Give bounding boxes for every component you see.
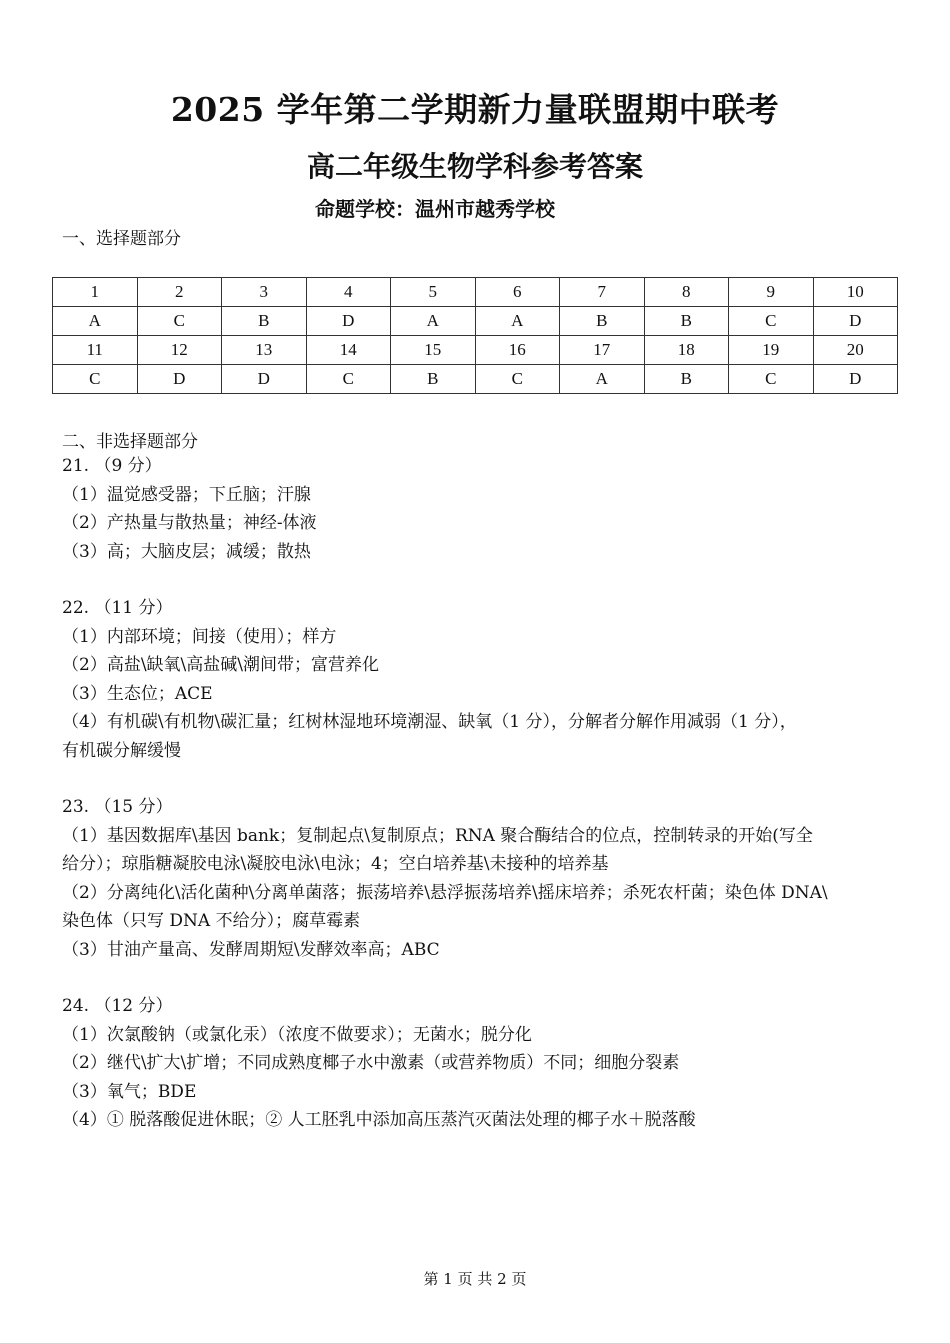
- answer-cell: C: [137, 307, 222, 336]
- answer-cell: B: [560, 307, 645, 336]
- question-number-cell: 2: [137, 278, 222, 307]
- answer-line: （1）基因数据库\基因 bank；复制起点\复制原点；RNA 聚合酶结合的位点，控制转录的开始(写全: [62, 825, 813, 846]
- table-row-answers: [53, 365, 898, 394]
- question-21: [62, 452, 892, 566]
- answer-line: （2）分离纯化\活化菌种\分离单菌落；振荡培养\悬浮振荡培养\摇床培养；杀死农杆菌；染色体 DNA\: [62, 882, 828, 903]
- question-title: 22. （11 分）: [62, 598, 173, 618]
- answer-line: （3）高；大脑皮层；减缓；散热: [62, 541, 311, 562]
- answer-line: 染色体（只写 DNA 不给分）；腐草霉素: [62, 911, 361, 932]
- answer-table: [52, 277, 898, 394]
- question-number-cell: 14: [306, 336, 391, 365]
- question-number-cell: 11: [53, 336, 138, 365]
- answer-line: （4）有机碳\有机物\碳汇量；红树林湿地环境潮湿、缺氧（1 分），分解者分解作用减弱（1 分），: [62, 712, 797, 733]
- answer-cell: A: [391, 307, 476, 336]
- answer-line: （1）次氯酸钠（或氯化汞）（浓度不做要求）；无菌水；脱分化: [62, 1024, 532, 1045]
- answer-cell: D: [813, 307, 898, 336]
- question-title: 24. （12 分）: [62, 996, 173, 1016]
- question-number-cell: 17: [560, 336, 645, 365]
- page-subtitle: 高二年级生物学科参考答案: [306, 150, 643, 183]
- answer-cell: B: [391, 365, 476, 394]
- question-title: 23. （15 分）: [62, 797, 173, 817]
- question-number-cell: 10: [813, 278, 898, 307]
- answer-cell: C: [306, 365, 391, 394]
- answer-line: 有机碳分解缓慢: [62, 740, 181, 761]
- question-number-cell: 19: [729, 336, 814, 365]
- question-number-cell: 1: [53, 278, 138, 307]
- author-school: 命题学校：温州市越秀学校: [315, 197, 555, 221]
- section-heading-choice: 一、选择题部分: [62, 229, 181, 249]
- answer-cell: A: [475, 307, 560, 336]
- answer-cell: A: [53, 307, 138, 336]
- answer-line: （2）高盐\缺氧\高盐碱\潮间带；富营养化: [62, 655, 379, 676]
- question-title: 21. （9 分）: [62, 456, 162, 476]
- question-number-cell: 4: [306, 278, 391, 307]
- answer-cell: C: [729, 365, 814, 394]
- question-number-cell: 13: [222, 336, 307, 365]
- answer-cell: C: [475, 365, 560, 394]
- question-number-cell: 3: [222, 278, 307, 307]
- question-number-cell: 16: [475, 336, 560, 365]
- question-number-cell: 9: [729, 278, 814, 307]
- answer-cell: D: [813, 365, 898, 394]
- answer-cell: B: [644, 365, 729, 394]
- question-number-cell: 18: [644, 336, 729, 365]
- answer-line: （1）内部环境；间接（使用）；样方: [62, 626, 337, 647]
- question-23: [62, 793, 892, 965]
- answer-line: （2）产热量与散热量；神经-体液: [62, 513, 317, 534]
- answer-line: （1）温觉感受器；下丘脑；汗腺: [62, 484, 311, 505]
- question-number-cell: 15: [391, 336, 476, 365]
- question-number-cell: 5: [391, 278, 476, 307]
- answer-cell: D: [306, 307, 391, 336]
- answer-cell: A: [560, 365, 645, 394]
- answer-line: （4）① 脱落酸促进休眠；② 人工胚乳中添加高压蒸汽灭菌法处理的椰子水＋脱落酸: [62, 1110, 696, 1131]
- answer-cell: B: [222, 307, 307, 336]
- table-row-question-numbers: [53, 336, 898, 365]
- answer-cell: D: [222, 365, 307, 394]
- table-row-answers: [53, 307, 898, 336]
- answer-line: （3）甘油产量高、发酵周期短\发酵效率高；ABC: [62, 939, 440, 960]
- table-row-question-numbers: [53, 278, 898, 307]
- answer-line: （3）氧气；BDE: [62, 1081, 197, 1102]
- question-number-cell: 8: [644, 278, 729, 307]
- answer-line: （3）生态位；ACE: [62, 683, 213, 704]
- question-22: [62, 594, 892, 766]
- answer-line: （2）继代\扩大\扩增；不同成熟度椰子水中激素（或营养物质）不同；细胞分裂素: [62, 1053, 680, 1074]
- question-number-cell: 12: [137, 336, 222, 365]
- answer-cell: C: [53, 365, 138, 394]
- answer-cell: B: [644, 307, 729, 336]
- answer-line: 给分）；琼脂糖凝胶电泳\凝胶电泳\电泳；4；空白培养基\未接种的培养基: [62, 854, 609, 875]
- question-number-cell: 20: [813, 336, 898, 365]
- page-number: 第 1 页 共 2 页: [423, 1270, 527, 1288]
- page-title: 2025 学年第二学期新力量联盟期中联考: [170, 90, 780, 129]
- question-24: [62, 992, 892, 1135]
- question-number-cell: 7: [560, 278, 645, 307]
- question-number-cell: 6: [475, 278, 560, 307]
- section-heading-nonchoice: 二、非选择题部分: [62, 432, 198, 452]
- answer-cell: D: [137, 365, 222, 394]
- answer-cell: C: [729, 307, 814, 336]
